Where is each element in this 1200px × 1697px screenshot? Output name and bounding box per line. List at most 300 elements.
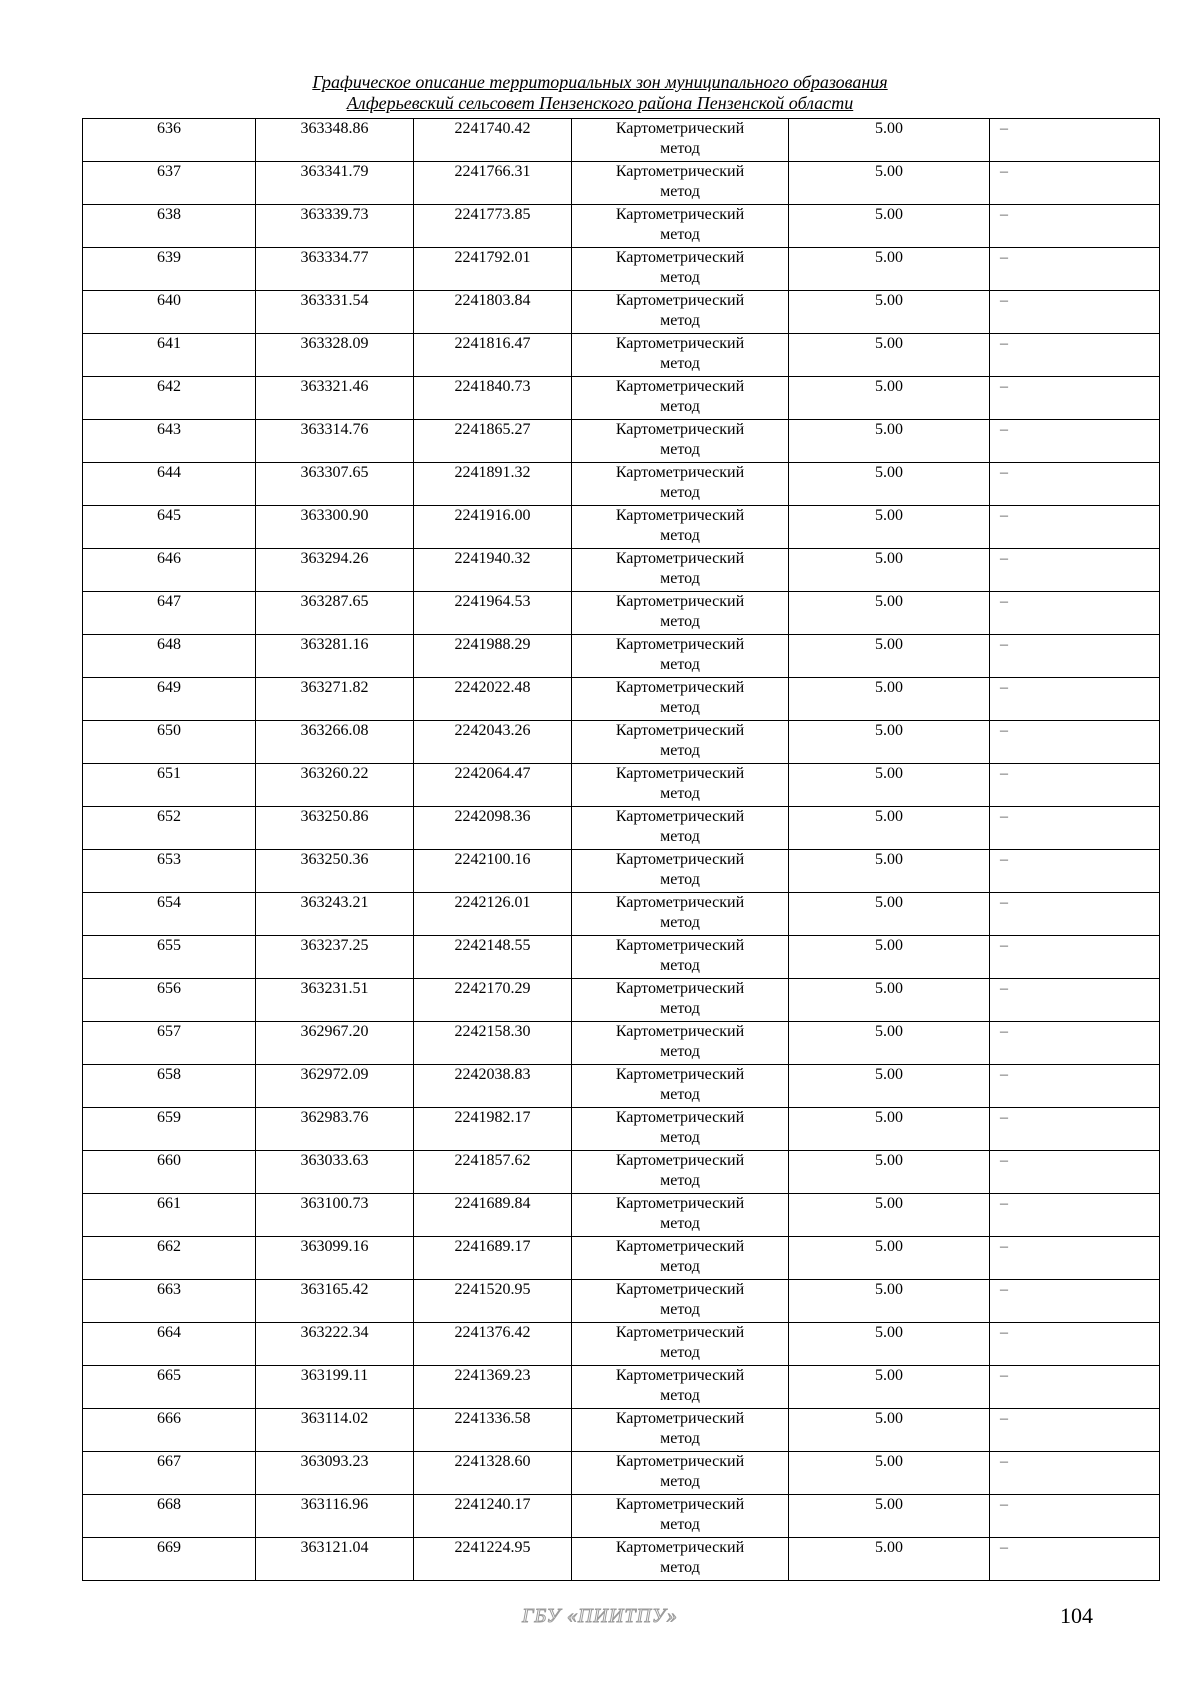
method-line-1: Картометрический	[615, 1281, 745, 1298]
x-coordinate-cell: 363300.90	[256, 506, 414, 549]
method-line-1: Картометрический	[615, 593, 745, 610]
y-coordinate-cell: 2241689.84	[414, 1194, 572, 1237]
note-cell: –	[990, 420, 1160, 463]
method-line-2: метод	[660, 527, 700, 544]
precision-cell: 5.00	[789, 1151, 990, 1194]
y-coordinate-cell: 2241940.32	[414, 549, 572, 592]
method-line-1: Картометрический	[615, 679, 745, 696]
method-line-1: Картометрический	[615, 1367, 745, 1384]
table-row	[83, 764, 1160, 807]
precision-cell: 5.00	[789, 377, 990, 420]
precision-cell: 5.00	[789, 893, 990, 936]
method-line-1: Картометрический	[615, 808, 745, 825]
table-row	[83, 291, 1160, 334]
method-line-1: Картометрический	[615, 1410, 745, 1427]
method-line-1: Картометрический	[615, 249, 745, 266]
table-row	[83, 1495, 1160, 1538]
table-row	[83, 1237, 1160, 1280]
method-line-2: метод	[660, 1258, 700, 1275]
y-coordinate-cell: 2241376.42	[414, 1323, 572, 1366]
method-line-2: метод	[660, 1516, 700, 1533]
method-line-2: метод	[660, 1129, 700, 1146]
table-row	[83, 1452, 1160, 1495]
y-coordinate-cell: 2241336.58	[414, 1409, 572, 1452]
table-row	[83, 377, 1160, 420]
method-line-2: метод	[660, 1000, 700, 1017]
point-number-cell: 638	[83, 205, 256, 248]
y-coordinate-cell: 2241369.23	[414, 1366, 572, 1409]
method-cell	[572, 1194, 789, 1237]
method-cell	[572, 592, 789, 635]
table-row	[83, 463, 1160, 506]
method-cell	[572, 1323, 789, 1366]
point-number-cell: 644	[83, 463, 256, 506]
method-line-2: метод	[660, 441, 700, 458]
method-line-1: Картометрический	[615, 1238, 745, 1255]
method-line-1: Картометрический	[615, 378, 745, 395]
x-coordinate-cell: 363339.73	[256, 205, 414, 248]
point-number-cell: 642	[83, 377, 256, 420]
method-line-1: Картометрический	[615, 1066, 745, 1083]
table-row	[83, 119, 1160, 162]
method-cell	[572, 549, 789, 592]
table-row	[83, 893, 1160, 936]
point-number-cell: 663	[83, 1280, 256, 1323]
organization-watermark: ГБУ «ПИИТПУ»	[522, 1605, 678, 1627]
point-number-cell: 653	[83, 850, 256, 893]
method-cell	[572, 1151, 789, 1194]
y-coordinate-cell: 2241240.17	[414, 1495, 572, 1538]
y-coordinate-cell: 2241328.60	[414, 1452, 572, 1495]
note-cell: –	[990, 807, 1160, 850]
y-coordinate-cell: 2242170.29	[414, 979, 572, 1022]
method-cell	[572, 377, 789, 420]
point-number-cell: 657	[83, 1022, 256, 1065]
x-coordinate-cell: 363116.96	[256, 1495, 414, 1538]
x-coordinate-cell: 363250.36	[256, 850, 414, 893]
note-cell: –	[990, 1237, 1160, 1280]
header-line-2: Алферьевский сельсовет Пензенского района Пензенской области	[346, 93, 854, 113]
method-line-1: Картометрический	[615, 1023, 745, 1040]
precision-cell: 5.00	[789, 549, 990, 592]
precision-cell: 5.00	[789, 1065, 990, 1108]
y-coordinate-cell: 2241964.53	[414, 592, 572, 635]
precision-cell: 5.00	[789, 1538, 990, 1581]
point-number-cell: 655	[83, 936, 256, 979]
x-coordinate-cell: 363321.46	[256, 377, 414, 420]
point-number-cell: 654	[83, 893, 256, 936]
point-number-cell: 651	[83, 764, 256, 807]
note-cell: –	[990, 1409, 1160, 1452]
method-cell	[572, 1452, 789, 1495]
precision-cell: 5.00	[789, 850, 990, 893]
method-line-2: метод	[660, 1086, 700, 1103]
method-cell	[572, 1409, 789, 1452]
x-coordinate-cell: 363199.11	[256, 1366, 414, 1409]
y-coordinate-cell: 2241803.84	[414, 291, 572, 334]
method-line-1: Картометрический	[615, 851, 745, 868]
note-cell: –	[990, 1022, 1160, 1065]
precision-cell: 5.00	[789, 1366, 990, 1409]
method-line-1: Картометрический	[615, 421, 745, 438]
table-row	[83, 850, 1160, 893]
method-line-1: Картометрический	[615, 335, 745, 352]
point-number-cell: 648	[83, 635, 256, 678]
x-coordinate-cell: 363328.09	[256, 334, 414, 377]
x-coordinate-cell: 362972.09	[256, 1065, 414, 1108]
method-line-2: метод	[660, 1344, 700, 1361]
precision-cell: 5.00	[789, 506, 990, 549]
method-line-2: метод	[660, 914, 700, 931]
table-row	[83, 1022, 1160, 1065]
precision-cell: 5.00	[789, 979, 990, 1022]
note-cell: –	[990, 1151, 1160, 1194]
y-coordinate-cell: 2241982.17	[414, 1108, 572, 1151]
note-cell: –	[990, 1194, 1160, 1237]
point-number-cell: 664	[83, 1323, 256, 1366]
method-line-2: метод	[660, 226, 700, 243]
x-coordinate-cell: 363033.63	[256, 1151, 414, 1194]
coordinates-table	[82, 118, 1160, 1581]
method-line-2: метод	[660, 1473, 700, 1490]
point-number-cell: 639	[83, 248, 256, 291]
note-cell: –	[990, 1452, 1160, 1495]
method-line-1: Картометрический	[615, 765, 745, 782]
x-coordinate-cell: 363266.08	[256, 721, 414, 764]
note-cell: –	[990, 377, 1160, 420]
method-cell	[572, 1108, 789, 1151]
table-row	[83, 807, 1160, 850]
page-number: 104	[1060, 1603, 1093, 1628]
header-line-1: Графическое описание территориальных зон муниципального образования	[312, 72, 888, 92]
point-number-cell: 646	[83, 549, 256, 592]
precision-cell: 5.00	[789, 635, 990, 678]
method-line-1: Картометрический	[615, 1496, 745, 1513]
x-coordinate-cell: 363231.51	[256, 979, 414, 1022]
note-cell: –	[990, 592, 1160, 635]
y-coordinate-cell: 2241520.95	[414, 1280, 572, 1323]
table-row	[83, 549, 1160, 592]
y-coordinate-cell: 2242038.83	[414, 1065, 572, 1108]
note-cell: –	[990, 979, 1160, 1022]
table-row	[83, 1409, 1160, 1452]
precision-cell: 5.00	[789, 1237, 990, 1280]
table-row	[83, 1108, 1160, 1151]
point-number-cell: 656	[83, 979, 256, 1022]
method-line-1: Картометрический	[615, 722, 745, 739]
table-row	[83, 162, 1160, 205]
method-cell	[572, 807, 789, 850]
y-coordinate-cell: 2241891.32	[414, 463, 572, 506]
method-cell	[572, 420, 789, 463]
y-coordinate-cell: 2242100.16	[414, 850, 572, 893]
x-coordinate-cell: 363250.86	[256, 807, 414, 850]
y-coordinate-cell: 2242064.47	[414, 764, 572, 807]
method-line-1: Картометрический	[615, 1195, 745, 1212]
method-line-1: Картометрический	[615, 507, 745, 524]
method-line-2: метод	[660, 140, 700, 157]
x-coordinate-cell: 363093.23	[256, 1452, 414, 1495]
precision-cell: 5.00	[789, 119, 990, 162]
method-cell	[572, 1495, 789, 1538]
table-row	[83, 1323, 1160, 1366]
table-row	[83, 979, 1160, 1022]
method-cell	[572, 850, 789, 893]
precision-cell: 5.00	[789, 678, 990, 721]
x-coordinate-cell: 363294.26	[256, 549, 414, 592]
y-coordinate-cell: 2241740.42	[414, 119, 572, 162]
note-cell: –	[990, 1323, 1160, 1366]
method-cell	[572, 1237, 789, 1280]
method-line-1: Картометрический	[615, 1539, 745, 1556]
note-cell: –	[990, 1495, 1160, 1538]
method-line-1: Картометрический	[615, 550, 745, 567]
precision-cell: 5.00	[789, 1108, 990, 1151]
note-cell: –	[990, 1065, 1160, 1108]
point-number-cell: 637	[83, 162, 256, 205]
table-row	[83, 420, 1160, 463]
document-header	[0, 72, 1200, 114]
precision-cell: 5.00	[789, 1495, 990, 1538]
table-row	[83, 678, 1160, 721]
method-cell	[572, 119, 789, 162]
x-coordinate-cell: 363307.65	[256, 463, 414, 506]
y-coordinate-cell: 2241816.47	[414, 334, 572, 377]
y-coordinate-cell: 2242126.01	[414, 893, 572, 936]
x-coordinate-cell: 363222.34	[256, 1323, 414, 1366]
precision-cell: 5.00	[789, 463, 990, 506]
table-row	[83, 1151, 1160, 1194]
method-line-2: метод	[660, 871, 700, 888]
precision-cell: 5.00	[789, 1323, 990, 1366]
method-line-2: метод	[660, 1430, 700, 1447]
table-row	[83, 721, 1160, 764]
method-line-1: Картометрический	[615, 206, 745, 223]
method-line-1: Картометрический	[615, 1109, 745, 1126]
method-cell	[572, 1022, 789, 1065]
point-number-cell: 658	[83, 1065, 256, 1108]
method-line-2: метод	[660, 570, 700, 587]
method-line-1: Картометрический	[615, 292, 745, 309]
x-coordinate-cell: 363334.77	[256, 248, 414, 291]
note-cell: –	[990, 549, 1160, 592]
note-cell: –	[990, 850, 1160, 893]
method-cell	[572, 506, 789, 549]
coordinates-table-body	[83, 119, 1160, 1581]
precision-cell: 5.00	[789, 205, 990, 248]
precision-cell: 5.00	[789, 1194, 990, 1237]
precision-cell: 5.00	[789, 807, 990, 850]
precision-cell: 5.00	[789, 764, 990, 807]
method-cell	[572, 334, 789, 377]
method-cell	[572, 1366, 789, 1409]
point-number-cell: 666	[83, 1409, 256, 1452]
method-line-2: метод	[660, 1043, 700, 1060]
point-number-cell: 636	[83, 119, 256, 162]
note-cell: –	[990, 764, 1160, 807]
y-coordinate-cell: 2242148.55	[414, 936, 572, 979]
note-cell: –	[990, 678, 1160, 721]
note-cell: –	[990, 1108, 1160, 1151]
method-cell	[572, 1538, 789, 1581]
method-line-1: Картометрический	[615, 464, 745, 481]
method-line-2: метод	[660, 656, 700, 673]
x-coordinate-cell: 363341.79	[256, 162, 414, 205]
method-line-1: Картометрический	[615, 1152, 745, 1169]
table-row	[83, 635, 1160, 678]
method-line-1: Картометрический	[615, 1453, 745, 1470]
method-line-2: метод	[660, 613, 700, 630]
method-cell	[572, 1280, 789, 1323]
point-number-cell: 643	[83, 420, 256, 463]
x-coordinate-cell: 363271.82	[256, 678, 414, 721]
method-cell	[572, 463, 789, 506]
note-cell: –	[990, 635, 1160, 678]
x-coordinate-cell: 363348.86	[256, 119, 414, 162]
y-coordinate-cell: 2242158.30	[414, 1022, 572, 1065]
note-cell: –	[990, 334, 1160, 377]
y-coordinate-cell: 2241865.27	[414, 420, 572, 463]
x-coordinate-cell: 363331.54	[256, 291, 414, 334]
table-row	[83, 506, 1160, 549]
y-coordinate-cell: 2241857.62	[414, 1151, 572, 1194]
y-coordinate-cell: 2241988.29	[414, 635, 572, 678]
precision-cell: 5.00	[789, 721, 990, 764]
precision-cell: 5.00	[789, 592, 990, 635]
y-coordinate-cell: 2241766.31	[414, 162, 572, 205]
note-cell: –	[990, 936, 1160, 979]
method-line-2: метод	[660, 1559, 700, 1576]
point-number-cell: 659	[83, 1108, 256, 1151]
x-coordinate-cell: 363287.65	[256, 592, 414, 635]
y-coordinate-cell: 2241840.73	[414, 377, 572, 420]
table-row	[83, 1538, 1160, 1581]
method-line-1: Картометрический	[615, 894, 745, 911]
x-coordinate-cell: 363243.21	[256, 893, 414, 936]
method-line-2: метод	[660, 785, 700, 802]
note-cell: –	[990, 721, 1160, 764]
method-cell	[572, 291, 789, 334]
point-number-cell: 660	[83, 1151, 256, 1194]
precision-cell: 5.00	[789, 1022, 990, 1065]
x-coordinate-cell: 362983.76	[256, 1108, 414, 1151]
point-number-cell: 640	[83, 291, 256, 334]
y-coordinate-cell: 2241916.00	[414, 506, 572, 549]
x-coordinate-cell: 363121.04	[256, 1538, 414, 1581]
method-line-1: Картометрический	[615, 636, 745, 653]
table-row	[83, 334, 1160, 377]
method-cell	[572, 936, 789, 979]
table-row	[83, 1194, 1160, 1237]
method-cell	[572, 764, 789, 807]
note-cell: –	[990, 463, 1160, 506]
method-cell	[572, 893, 789, 936]
method-line-2: метод	[660, 484, 700, 501]
method-line-2: метод	[660, 1387, 700, 1404]
method-line-1: Картометрический	[615, 120, 745, 137]
x-coordinate-cell: 363100.73	[256, 1194, 414, 1237]
precision-cell: 5.00	[789, 1452, 990, 1495]
precision-cell: 5.00	[789, 1409, 990, 1452]
point-number-cell: 641	[83, 334, 256, 377]
method-line-1: Картометрический	[615, 1324, 745, 1341]
note-cell: –	[990, 1366, 1160, 1409]
point-number-cell: 650	[83, 721, 256, 764]
point-number-cell: 662	[83, 1237, 256, 1280]
point-number-cell: 652	[83, 807, 256, 850]
table-row	[83, 936, 1160, 979]
method-line-2: метод	[660, 1172, 700, 1189]
point-number-cell: 667	[83, 1452, 256, 1495]
method-line-2: метод	[660, 1301, 700, 1318]
method-line-1: Картометрический	[615, 163, 745, 180]
y-coordinate-cell: 2241773.85	[414, 205, 572, 248]
table-row	[83, 1280, 1160, 1323]
method-cell	[572, 979, 789, 1022]
note-cell: –	[990, 1280, 1160, 1323]
x-coordinate-cell: 362967.20	[256, 1022, 414, 1065]
note-cell: –	[990, 162, 1160, 205]
method-cell	[572, 205, 789, 248]
point-number-cell: 661	[83, 1194, 256, 1237]
precision-cell: 5.00	[789, 1280, 990, 1323]
method-line-2: метод	[660, 183, 700, 200]
precision-cell: 5.00	[789, 291, 990, 334]
note-cell: –	[990, 893, 1160, 936]
x-coordinate-cell: 363237.25	[256, 936, 414, 979]
method-line-1: Картометрический	[615, 937, 745, 954]
table-row	[83, 592, 1160, 635]
method-cell	[572, 1065, 789, 1108]
note-cell: –	[990, 291, 1160, 334]
note-cell: –	[990, 205, 1160, 248]
precision-cell: 5.00	[789, 248, 990, 291]
method-line-2: метод	[660, 312, 700, 329]
method-line-2: метод	[660, 742, 700, 759]
precision-cell: 5.00	[789, 162, 990, 205]
y-coordinate-cell: 2242043.26	[414, 721, 572, 764]
method-cell	[572, 678, 789, 721]
note-cell: –	[990, 1538, 1160, 1581]
y-coordinate-cell: 2241689.17	[414, 1237, 572, 1280]
point-number-cell: 649	[83, 678, 256, 721]
method-line-2: метод	[660, 398, 700, 415]
x-coordinate-cell: 363281.16	[256, 635, 414, 678]
method-line-2: метод	[660, 269, 700, 286]
y-coordinate-cell: 2241792.01	[414, 248, 572, 291]
table-row	[83, 248, 1160, 291]
method-cell	[572, 635, 789, 678]
method-cell	[572, 162, 789, 205]
point-number-cell: 668	[83, 1495, 256, 1538]
method-line-2: метод	[660, 957, 700, 974]
x-coordinate-cell: 363165.42	[256, 1280, 414, 1323]
method-cell	[572, 248, 789, 291]
note-cell: –	[990, 248, 1160, 291]
precision-cell: 5.00	[789, 936, 990, 979]
note-cell: –	[990, 506, 1160, 549]
x-coordinate-cell: 363114.02	[256, 1409, 414, 1452]
method-line-2: метод	[660, 699, 700, 716]
table-row	[83, 1065, 1160, 1108]
y-coordinate-cell: 2242098.36	[414, 807, 572, 850]
table-row	[83, 205, 1160, 248]
point-number-cell: 647	[83, 592, 256, 635]
y-coordinate-cell: 2242022.48	[414, 678, 572, 721]
precision-cell: 5.00	[789, 334, 990, 377]
point-number-cell: 645	[83, 506, 256, 549]
point-number-cell: 669	[83, 1538, 256, 1581]
